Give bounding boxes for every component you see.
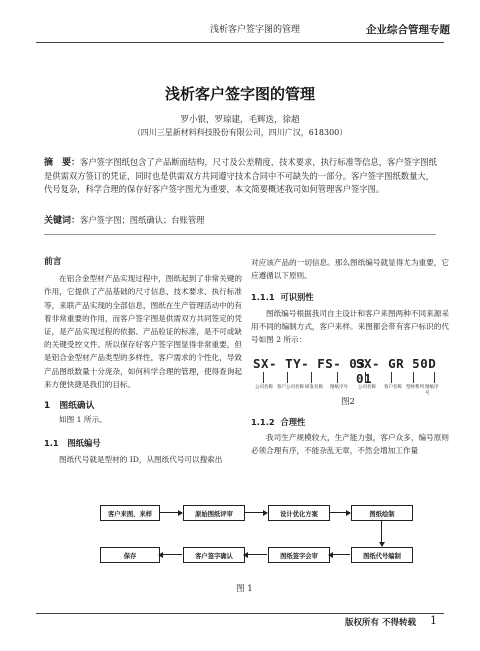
code-label: 研发名称 <box>305 385 323 390</box>
journal-section: 企业综合管理专题 <box>366 24 450 36</box>
code-label: 图纸序号 <box>425 385 439 396</box>
keywords <box>44 213 204 226</box>
code-pointer <box>287 372 288 383</box>
section-1-1-2-number: 1.1.2 <box>251 417 275 427</box>
code-example-right: SX- GR 50D 01 <box>356 356 437 386</box>
section-1-1-1-heading <box>251 291 449 304</box>
authors: 罗小银，罗琼建，毛辉迭，徐超 <box>180 115 300 125</box>
footer-rule <box>36 613 444 614</box>
code-pointer <box>434 372 435 383</box>
code-pointer <box>337 372 338 383</box>
flow-step-drawing: 图纸绘制 <box>351 505 413 521</box>
left-column <box>44 256 242 466</box>
section-1-title: 图纸确认 <box>59 401 95 412</box>
code-pointer <box>311 372 312 383</box>
flow-arrow <box>329 512 350 513</box>
section-1-heading <box>44 400 242 413</box>
flow-step-customer-sign: 客户签字确认 <box>183 547 245 563</box>
continued-paragraph: 对应该产品的一切信息。那么图纸编号就显得尤为重要，它应遵循以下原则。 <box>251 258 449 281</box>
copyright-notice: 版权所有 不得转载 <box>345 618 416 628</box>
code-label: 图纸序号 <box>330 385 348 390</box>
abstract-divider <box>44 234 436 235</box>
section-1-1-2-heading <box>251 416 449 429</box>
flow-step-joint-review: 图纸签字会审 <box>268 547 330 563</box>
right-column <box>251 256 449 346</box>
section-1-1-title: 图纸编号 <box>67 438 101 449</box>
keywords-text: 客户签字图；图纸确认；台账管理 <box>80 215 205 225</box>
section-1-1-text: 图纸代号就是型材的 ID，从图纸代号可以搜索出 <box>59 454 223 464</box>
code-pointer <box>365 372 366 383</box>
code-label: 客户名称 <box>384 385 402 390</box>
section-1-text: 如图 1 所示。 <box>59 415 107 425</box>
section-1-1-1-number: 1.1.1 <box>251 292 275 303</box>
figure-2-caption: 图2 <box>341 397 355 407</box>
code-pointer <box>263 372 264 383</box>
flow-step-original-review: 原始图纸评审 <box>183 505 245 521</box>
flow-step-design-optimization: 设计优化方案 <box>268 505 330 521</box>
code-label: 公司名称 <box>358 385 376 390</box>
section-1-1-2-text: 我司生产规模较大，生产能力强，客户众多，编号原则必须合理有序，不能杂乱无章，不然会增加工作量 <box>251 433 449 456</box>
article-title: 浅析客户签字图的管理 <box>164 85 315 103</box>
section-1-1-heading <box>44 437 242 450</box>
flow-arrow-down <box>381 520 382 546</box>
affiliation: （四川三星新材料科技股份有限公司，四川广汉，618300） <box>132 128 348 137</box>
page-number: 1 <box>430 614 437 627</box>
figure-1-flowchart <box>100 505 430 575</box>
intro-paragraph: 在铝合金型材产品实现过程中，图纸起到了非常关键的作用，它提供了产品基础的尺寸信息、技术要求、执行标准等，来联产品实现的全部信息，图纸在生产管理活动中的有着非常重要的作用，而客户签字图是供需双方共同签定的凭证，是产品实现过程的依据、产品验证的标准，是不可或缺的关键受控文件。所以保存好客户签字图显得非常重要，但是铝合金型材产品类型的多样性，客户需求的个性化，导致产品图纸数量十分庞杂，如何科学合理的管理，使得查询起来方便快捷是我们的目标。 <box>44 274 242 389</box>
flow-step-save: 保存 <box>100 547 160 563</box>
flow-arrow <box>159 512 182 513</box>
keywords-label: 关键词： <box>44 216 81 226</box>
section-1-1-number: 1.1 <box>44 438 59 449</box>
flow-arrow <box>244 512 267 513</box>
flow-step-customer-drawing: 客户来图、来样 <box>100 505 160 521</box>
section-1-1-1-text: 图纸编号根据我司自主设计和客户来图两种不同来源采用不同的编制方式，客户来样。来图都会带有客户标识的代号如图 2 所示： <box>251 308 449 345</box>
abstract-label: 摘 要： <box>44 158 81 168</box>
code-example-left: SX- TY- FS- 03 <box>253 356 366 371</box>
right-column-continued <box>251 416 449 458</box>
flow-arrow <box>329 554 350 555</box>
running-title: 浅析客户签字图的管理 <box>210 25 301 35</box>
section-1-number: 1 <box>44 401 51 412</box>
flow-step-code-numbering: 图纸代号编制 <box>351 547 413 563</box>
intro-heading: 前言 <box>44 257 62 267</box>
abstract-text: 客户签字图纸包含了产品断面结构，尺寸及公差精度，技术要求，执行标准等信息，客户签字图纸是供需双方签订的凭证，同时也是供需双方共同遵守技术合同中不可缺失的一部分。客户签字图纸数量大，代号复杂，科学合理的保存好客户签字图尤为重要，本文简要概述我司如何管理客户签字图。 <box>44 157 437 194</box>
abstract <box>44 156 440 196</box>
header-rule <box>36 42 444 43</box>
code-pointer <box>391 372 392 383</box>
figure-1-caption: 图 1 <box>236 584 253 594</box>
flow-arrow <box>159 554 182 555</box>
figure-2 <box>251 356 441 396</box>
code-label: 型材系列 <box>406 385 424 390</box>
flow-arrow <box>244 554 267 555</box>
code-pointer <box>413 372 414 383</box>
section-1-1-2-title: 合理性 <box>280 417 306 427</box>
section-1-1-1-title: 可识别性 <box>280 292 314 303</box>
code-label: 公司名称 <box>255 385 273 390</box>
code-label: 客户公司名称 <box>277 385 304 390</box>
